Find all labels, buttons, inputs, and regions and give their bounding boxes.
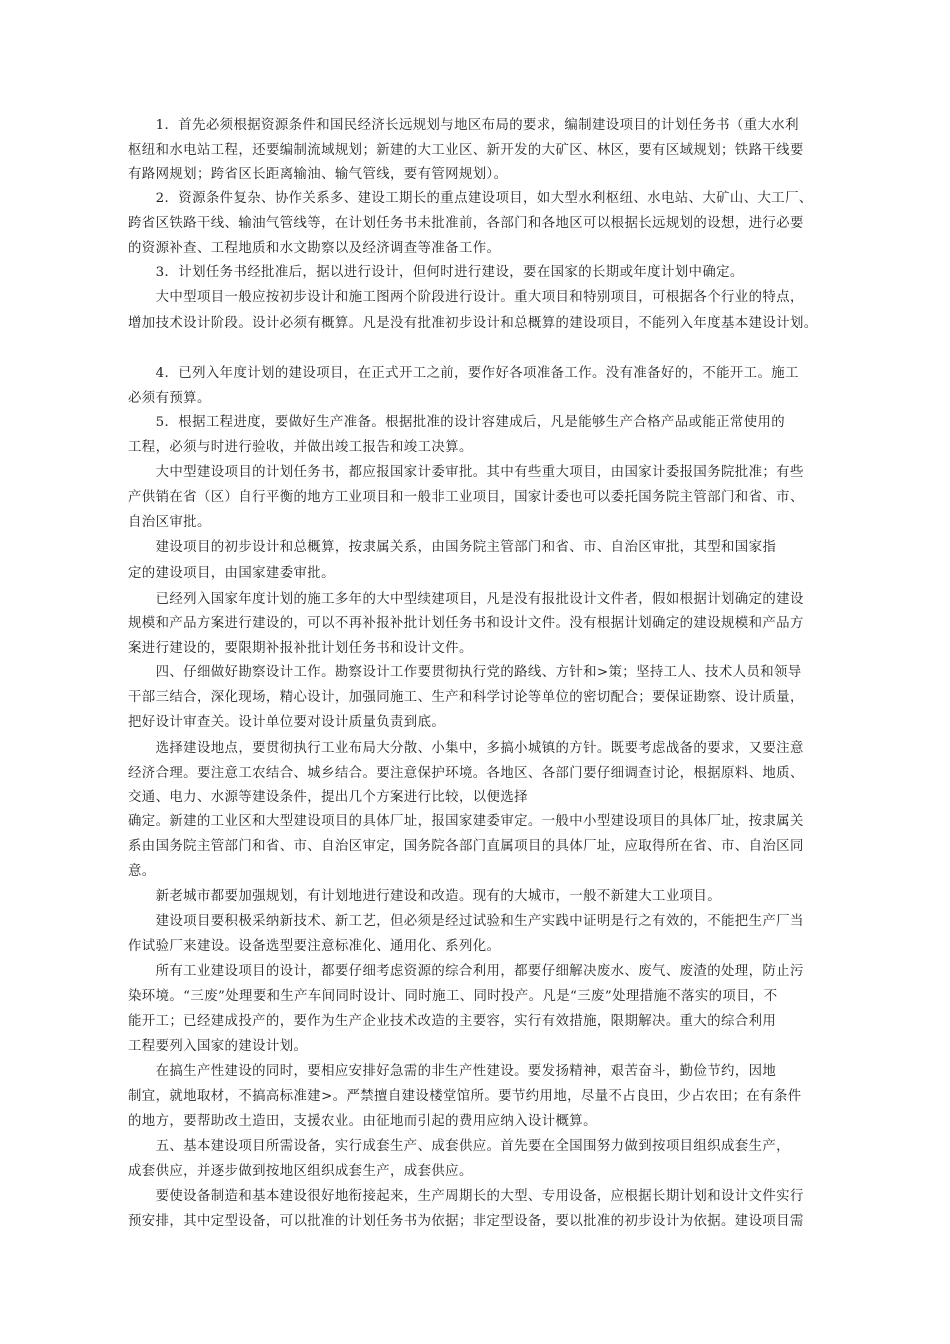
text-line: 四、仔细做好勘察设计工作。勘察设计工作要贯彻执行党的路线、方针和>策；坚持工人、技术人员和领导	[128, 665, 802, 680]
text-line: 系由国务院主管部门和省、市、自治区审定，国务院各部门直属项目的具体厂址，应取得所在省、市、自治区同	[128, 839, 804, 854]
text-line: 作试验厂来建设。设备选型要注意标准化、通用化、系列化。	[128, 939, 501, 954]
text-line: 增加技术设计阶段。设计必须有概算。凡是没有批准初步设计和总概算的建设项目，不能列入年度基本建设计划。	[128, 316, 818, 331]
text-line: 建设项目要积极采纳新技术、新工艺，但必须是经过试验和生产实践中证明是行之有效的，不能把生产厂当	[128, 914, 804, 929]
text-line: 染环境。“三废”处理要和生产车间同时设计、同时施工、同时投产。凡是“三废”处理措施不落实的项目，不	[128, 989, 778, 1004]
text-line: 工程要列入国家的建设计划。	[128, 1039, 308, 1054]
text-line: 在搞生产性建设的同时，要相应安排好急需的非生产性建设。要发扬精神，艰苦奋斗，勤俭节约，因地	[128, 1064, 777, 1079]
text-line: 规模和产品方案进行建设的，可以不再补报补批计划任务书和设计文件。没有根据计划确定的建设规模和产品方	[128, 616, 804, 631]
text-line: 产供销在省（区）自行平衡的地方工业项目和一般非工业项目，国家计委也可以委托国务院主管部门和省、市、	[128, 490, 804, 505]
text-line: 已经列入国家年度计划的施工多年的大中型续建项目，凡是没有报批设计文件者，假如根据计划确定的建设	[128, 592, 804, 607]
text-line: 能开工；已经建成投产的，要作为生产企业技术改造的主要容，实行有效措施，限期解决。重大的综合利用	[128, 1014, 777, 1029]
text-line: 定的建设项目，由国家建委审批。	[128, 566, 335, 581]
text-line: 新老城市都要加强规划，有计划地进行建设和改造。现有的大城市，一般不新建大工业项目。	[128, 889, 721, 904]
text-line: 3．计划任务书经批准后，据以进行设计，但何时进行建设，要在国家的长期或年度计划中确定。	[128, 265, 744, 280]
text-line: 把好设计审查关。设计单位要对设计质量负责到底。	[128, 715, 446, 730]
text-line: 制宜，就地取材，不搞高标准建>。严禁擅自建设楼堂馆所。要节约用地，尽量不占良田，少占农田；在有条件	[128, 1089, 802, 1104]
text-line: 干部三结合，深化现场，精心设计，加强同施工、生产和科学讨论等单位的密切配合；要保证勘察、设计质量，	[128, 690, 804, 705]
text-line: 案进行建设的，要限期补报补批计划任务书和设计文件。	[128, 641, 473, 656]
text-line: 成套供应，并逐步做到按地区组织成套生产，成套供应。	[128, 1164, 473, 1179]
text-line: 建设项目的初步设计和总概算，按隶属关系，由国务院主管部门和省、市、自治区审批，其型和国家指	[128, 540, 777, 555]
text-line: 交通、电力、水源等建设条件，提出几个方案进行比较，以便选择	[128, 790, 528, 805]
text-line: 所有工业建设项目的设计，都要仔细考虑资源的综合利用，都要仔细解决废水、废气、废渣的处理，防止污	[128, 964, 804, 979]
text-line: 工程，必须与时进行验收，并做出竣工报告和竣工决算。	[128, 440, 473, 455]
text-line: 大中型建设项目的计划任务书，都应报国家计委审批。其中有些重大项目，由国家计委报国务院批准；有些	[128, 465, 804, 480]
text-line: 4．已列入年度计划的建设项目，在正式开工之前，要作好各项准备工作。没有准备好的，不能开工。施工	[128, 366, 799, 381]
text-line: 自治区审批。	[128, 515, 211, 530]
text-line: 5．根据工程进度，要做好生产准备。根据批准的设计容建成后，凡是能够生产合格产品或能正常使用的	[128, 415, 786, 430]
text-line: 枢纽和水电站工程，还要编制流域规划；新建的大工业区、新开发的大矿区、林区，要有区域规划；铁路干线要	[128, 143, 804, 158]
text-line: 要使设备制造和基本建设很好地衔接起来，生产周期长的大型、专用设备，应根据长期计划和设计文件实行	[128, 1189, 804, 1204]
text-line: 2．资源条件复杂、协作关系多、建设工期长的重点建设项目，如大型水利枢纽、水电站、大矿山、大工厂、	[128, 191, 813, 206]
text-line: 经济合理。要注意工农结合、城乡结合。要注意保护环境。各地区、各部门要仔细调查讨论，根据原料、地质、	[128, 766, 804, 781]
text-line: 必须有预算。	[128, 391, 211, 406]
text-line: 大中型项目一般应按初步设计和施工图两个阶段进行设计。重大项目和特别项目，可根据各个行业的特点，	[128, 290, 804, 305]
text-line: 预安排，其中定型设备，可以批准的计划任务书为依据；非定型设备，要以批准的初步设计为依据。建设项目需	[128, 1214, 804, 1229]
text-line: 选择建设地点，要贯彻执行工业布局大分散、小集中，多搞小城镇的方针。既要考虑战备的要求，又要注意	[128, 741, 804, 756]
text-line: 的资源补查、工程地质和水文勘察以及经济调查等准备工作。	[128, 241, 501, 256]
text-line: 五、基本建设项目所需设备，实行成套生产、成套供应。首先要在全国围努力做到按项目组织成套生产，	[128, 1139, 790, 1154]
text-line: 的地方，要帮助改土造田，支援农业。由征地而引起的费用应纳入设计概算。	[128, 1114, 597, 1129]
text-line: 1．首先必须根据资源条件和国民经济长远规划与地区布局的要求，编制建设项目的计划任务书（重大水利	[128, 118, 799, 133]
text-line: 跨省区铁路干线、输油气管线等，在计划任务书未批准前，各部门和各地区可以根据长远规划的设想，进行必要	[128, 216, 804, 231]
text-line: 有路网规划；跨省区长距离输油、输气管线，要有管网规划）。	[128, 167, 508, 182]
text-line: 意。	[128, 864, 156, 879]
text-line: 确定。新建的工业区和大型建设项目的具体厂址，报国家建委审定。一般中小型建设项目的具体厂址，按隶属关	[128, 814, 804, 829]
